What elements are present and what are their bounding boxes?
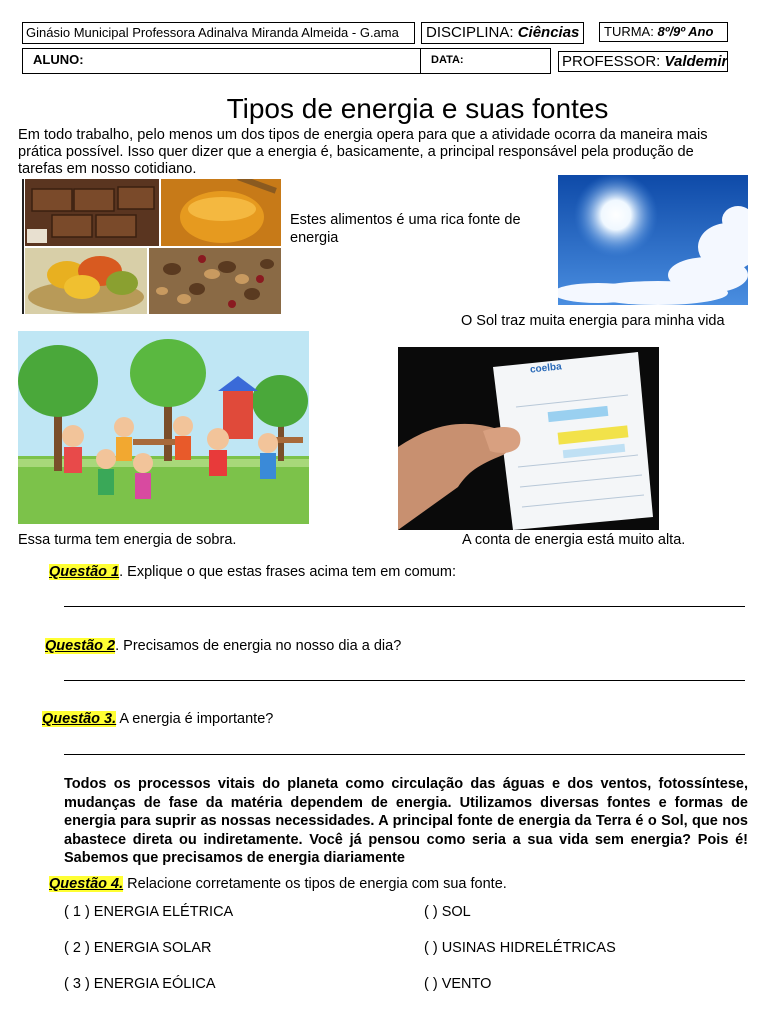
energy-paragraph: Todos os processos vitais do planeta como circulação das águas e dos ventos, fotossíntese, mudanças de fase da matéria dependem de energia. Utilizamos diversas fontes e formas de energia para suprir as nossas necessidades. A principal fonte de energia da Terra é o Sol, que nos abastece direta ou indiretamente. Você já pensou como seria a sua vida sem energia? Pois é! Sabemos que precisamos de energia diariamente xyxy=(64,776,748,866)
answer-line-1[interactable] xyxy=(64,606,745,607)
match-left-3: ( 3 ) ENERGIA EÓLICA xyxy=(64,976,216,992)
teacher-label: PROFESSOR: xyxy=(562,53,661,70)
bill-caption: A conta de energia está muito alta. xyxy=(462,532,686,548)
class-value: 8º/9º Ano xyxy=(657,24,714,39)
bill-brand-logo: coelba xyxy=(529,361,563,376)
date-label[interactable]: DATA: xyxy=(431,54,464,66)
energy-bill-image xyxy=(398,347,659,530)
question-2-label: Questão 2 xyxy=(45,638,116,654)
match-right-1[interactable]: ( ) SOL xyxy=(424,904,471,920)
kids-caption: Essa turma tem energia de sobra. xyxy=(18,532,237,548)
discipline-label: DISCIPLINA: xyxy=(426,24,514,41)
class-box xyxy=(599,22,728,42)
page-title: Tipos de energia e suas fontes xyxy=(226,93,609,124)
class-label: TURMA: xyxy=(604,24,654,39)
question-1-label: Questão 1 xyxy=(49,564,120,580)
student-label[interactable]: ALUNO: xyxy=(33,52,84,67)
question-2 xyxy=(45,638,401,654)
match-left-2: ( 2 ) ENERGIA SOLAR xyxy=(64,940,212,956)
teacher-box xyxy=(558,51,728,72)
question-3 xyxy=(42,711,273,727)
sun-caption: O Sol traz muita energia para minha vida xyxy=(461,313,725,329)
match-right-3[interactable]: ( ) VENTO xyxy=(424,976,492,992)
food-caption: Estes alimentos é uma rica fonte de energia xyxy=(290,212,521,246)
question-4-text: Relacione corretamente os tipos de energia com sua fonte. xyxy=(123,876,507,892)
row-divider xyxy=(420,49,421,73)
school-name-box xyxy=(22,22,415,44)
school-name: Ginásio Municipal Professora Adinalva Miranda Almeida - G.ama xyxy=(26,25,399,40)
discipline-value: Ciências xyxy=(517,24,580,41)
question-1-text: . Explique o que estas frases acima tem em comum: xyxy=(119,564,456,580)
answer-line-2[interactable] xyxy=(64,680,745,681)
question-1 xyxy=(49,564,456,580)
question-4 xyxy=(49,876,507,892)
answer-line-3[interactable] xyxy=(64,754,745,755)
question-3-text: A energia é importante? xyxy=(116,711,274,727)
match-left-1: ( 1 ) ENERGIA ELÉTRICA xyxy=(64,904,234,920)
teacher-value: Valdemir xyxy=(664,53,728,70)
intro-text: Em todo trabalho, pelo menos um dos tipos de energia opera para que a atividade ocorra da maneira mais prática possível. Isso quer dizer que a energia é, basicamente, a principal responsável pela produção de tarefas em nosso cotidiano. xyxy=(18,127,708,177)
question-3-label: Questão 3. xyxy=(42,711,117,727)
food-collage-image xyxy=(22,179,281,314)
sun-sky-image xyxy=(558,175,748,305)
question-2-text: . Precisamos de energia no nosso dia a dia? xyxy=(115,638,402,654)
student-date-row xyxy=(22,48,551,74)
discipline-box xyxy=(421,22,584,44)
kids-playing-image xyxy=(18,331,309,524)
match-right-2[interactable]: ( ) USINAS HIDRELÉTRICAS xyxy=(424,940,616,956)
question-4-label: Questão 4. xyxy=(49,876,124,892)
